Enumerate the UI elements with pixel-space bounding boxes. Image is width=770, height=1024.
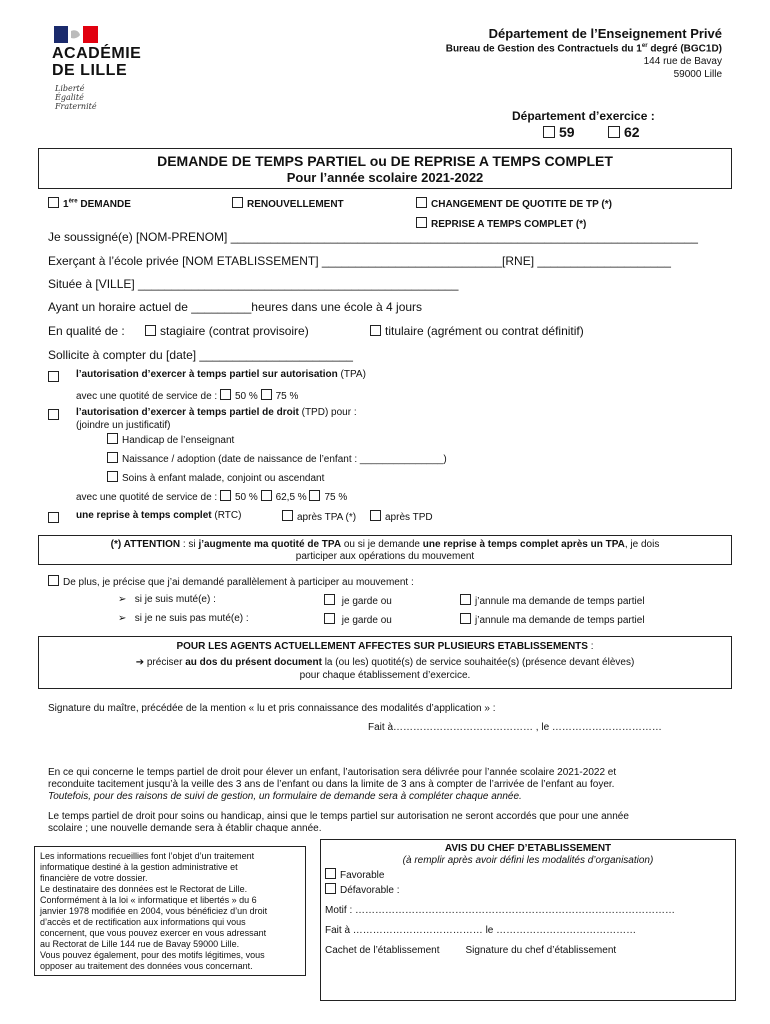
quality-trainee[interactable]: stagiaire (contrat provisoire) bbox=[145, 324, 309, 338]
option-renewal[interactable]: RENOUVELLEMENT bbox=[232, 197, 344, 210]
signature-mention: Signature du maître, précédée de la mention « lu et pris connaissance des modalités d’application » : bbox=[48, 703, 496, 714]
checkbox[interactable] bbox=[107, 452, 118, 463]
opinion-title: AVIS DU CHEF D’ETABLISSEMENT bbox=[444, 843, 612, 854]
option-return-full-time[interactable]: REPRISE A TEMPS COMPLET (*) bbox=[416, 217, 586, 230]
notes-other-tp: Le temps partiel de droit pour soins ou handicap, ainsi que le temps partiel sur autorisation ne seront accordés que pour une année scolaire ; une nouvelle demande sera à établir chaque année. bbox=[48, 811, 629, 834]
logo-name-line2: DE LILLE bbox=[52, 62, 128, 79]
option-first-request[interactable]: 1ère DEMANDE bbox=[48, 197, 131, 210]
arrow-bullet-icon: ➢ bbox=[118, 613, 127, 624]
quality-titular[interactable]: titulaire (agrément ou contrat définitif) bbox=[370, 324, 584, 338]
tpd-label: l’autorisation d’exercer à temps partiel de droit (TPD) pour : bbox=[76, 407, 357, 418]
form-subtitle: Pour l’année scolaire 2021-2022 bbox=[286, 170, 484, 185]
checkbox[interactable] bbox=[608, 126, 620, 138]
checkbox[interactable] bbox=[325, 883, 336, 894]
checkbox[interactable] bbox=[324, 594, 335, 605]
dept-exercise-label: Département d’exercice : bbox=[512, 109, 655, 123]
privacy-notice: Les informations recueillies font l’objet d’un traitement informatique destiné à la gestion administrative et financière de votre dossier. Le destinataire des données est le Rectorat de Lille. Conformément à la loi « informatique et libertés » du 6 janvier 1978 modifiée en 2004, vous bénéficiez d’un droit d’accès et de rectification aux informations qui vous concernent, que vous pouvez exercer en vous adressant au Rectorat de Lille 144 rue de Bavay 59000 Lille. Vous pouvez également, pour des motifs légitimes, vous opposer au traitement des données vous concernant. bbox=[34, 846, 306, 976]
address-street: 144 rue de Bavay bbox=[643, 56, 722, 67]
school-field[interactable]: Exerçant à l’école privée [NOM ETABLISSEMENT] ___________________________[RNE] ____________________ bbox=[48, 254, 671, 268]
rtc-checkbox[interactable] bbox=[48, 512, 59, 523]
checkbox[interactable] bbox=[261, 490, 272, 501]
checkbox[interactable] bbox=[220, 389, 231, 400]
rtc-after-tpd[interactable]: après TPD bbox=[370, 510, 433, 523]
stamp-label: Cachet de l’établissement bbox=[325, 945, 440, 956]
if-not-moved-label: ➢ si je ne suis pas muté(e) : bbox=[118, 613, 249, 624]
form-title-box bbox=[38, 148, 732, 189]
opinion-done-at[interactable]: Fait à ………………………………… le …………………………………… bbox=[325, 925, 637, 936]
checkbox[interactable] bbox=[460, 594, 471, 605]
checkbox[interactable] bbox=[220, 490, 231, 501]
hours-field[interactable]: Ayant un horaire actuel de _________heures dans une école à 4 jours bbox=[48, 300, 423, 314]
rtc-after-tpa[interactable]: après TPA (*) bbox=[282, 510, 356, 523]
opinion-subtitle: (à remplir après avoir défini les modalités d’organisation) bbox=[402, 855, 654, 866]
checkbox[interactable] bbox=[261, 389, 272, 400]
checkbox[interactable] bbox=[107, 433, 118, 444]
tpd-option-care[interactable]: Soins à enfant malade, conjoint ou ascendant bbox=[107, 471, 324, 484]
tpd-checkbox[interactable] bbox=[48, 409, 59, 420]
principal-signature-label: Signature du chef d’établissement bbox=[465, 945, 617, 956]
arrow-bullet-icon: ➢ bbox=[118, 594, 127, 605]
rtc-label: une reprise à temps complet (RTC) bbox=[76, 510, 242, 521]
movement-intro[interactable]: De plus, je précise que j’ai demandé parallèlement à participer au mouvement : bbox=[48, 575, 414, 588]
dept-option-59[interactable]: 59 bbox=[543, 124, 575, 140]
start-date-field[interactable]: Sollicite à compter du [date] _______________________ bbox=[48, 348, 353, 362]
form-title: DEMANDE DE TEMPS PARTIEL ou DE REPRISE A TEMPS COMPLET bbox=[157, 153, 613, 169]
marianne-flag-icon bbox=[54, 26, 98, 43]
tpd-note: (joindre un justificatif) bbox=[76, 420, 171, 431]
principal-opinion-box bbox=[320, 839, 736, 1001]
if-moved-label: ➢ si je suis muté(e) : bbox=[118, 594, 216, 605]
logo-motto: Liberté Égalité Fraternité bbox=[55, 84, 97, 111]
bureau-line: Bureau de Gestion des Contractuels du 1er degré (BGC1D) bbox=[445, 43, 722, 55]
checkbox[interactable] bbox=[416, 217, 427, 228]
checkbox[interactable] bbox=[309, 490, 320, 501]
checkbox[interactable] bbox=[543, 126, 555, 138]
if-moved-keep[interactable]: je garde ou bbox=[324, 594, 392, 607]
if-not-moved-cancel[interactable]: j’annule ma demande de temps partiel bbox=[460, 613, 645, 626]
city-field[interactable]: Située à [VILLE] ________________________________________________ bbox=[48, 277, 459, 291]
checkbox[interactable] bbox=[107, 471, 118, 482]
address-city: 59000 Lille bbox=[673, 69, 722, 80]
quality-label: En qualité de : bbox=[48, 324, 125, 338]
tpa-quota: avec une quotité de service de : 50 % 75 % bbox=[76, 391, 299, 402]
option-quota-change[interactable]: CHANGEMENT DE QUOTITE DE TP (*) bbox=[416, 197, 612, 210]
checkbox[interactable] bbox=[232, 197, 243, 208]
signature-done-at[interactable]: Fait à…………………………………… , le …………………………… bbox=[368, 722, 662, 733]
checkbox[interactable] bbox=[48, 575, 59, 586]
logo-name-line1: ACADÉMIE bbox=[52, 45, 142, 62]
notes-child-tpd: En ce qui concerne le temps partiel de droit pour élever un enfant, l’autorisation sera délivrée pour l’année scolaire 2021-2022 et reconduite tacitement jusqu’à la veille des 3 ans de l’enfant ou dans la limite de 3 ans à compter de l’arrivée de l’enfant au foyer. Toutefois, pour des raisons de suivi de gestion, un formulaire de demande sera à compléter chaque année. bbox=[48, 767, 617, 802]
tpa-label: l’autorisation d’exercer à temps partiel sur autorisation (TPA) bbox=[76, 369, 366, 380]
checkbox[interactable] bbox=[370, 510, 381, 521]
tpd-option-handicap[interactable]: Handicap de l’enseignant bbox=[107, 433, 234, 446]
opinion-unfavorable[interactable]: Défavorable : bbox=[325, 883, 735, 896]
checkbox[interactable] bbox=[145, 325, 156, 336]
tpd-option-birth[interactable]: Naissance / adoption (date de naissance de l’enfant : _______________) bbox=[107, 452, 447, 465]
checkbox[interactable] bbox=[324, 613, 335, 624]
if-not-moved-keep[interactable]: je garde ou bbox=[324, 613, 392, 626]
opinion-favorable[interactable]: Favorable bbox=[325, 868, 735, 881]
if-moved-cancel[interactable]: j’annule ma demande de temps partiel bbox=[460, 594, 645, 607]
checkbox[interactable] bbox=[460, 613, 471, 624]
right-arrow-icon: ➔ bbox=[135, 657, 147, 668]
department-title: Département de l’Enseignement Privé bbox=[488, 26, 722, 41]
checkbox[interactable] bbox=[282, 510, 293, 521]
tpa-checkbox[interactable] bbox=[48, 371, 59, 382]
dept-option-62[interactable]: 62 bbox=[608, 124, 640, 140]
checkbox[interactable] bbox=[325, 868, 336, 879]
multi-school-box: POUR LES AGENTS ACTUELLEMENT AFFECTES SUR PLUSIEURS ETABLISSEMENTS : ➔ préciser au dos du présent document la (ou les) quotité(s) de service souhaitée(s) (présence devant élèves) pour chaque établissement d’exercice. bbox=[38, 636, 732, 689]
attention-box: (*) ATTENTION : si j’augmente ma quotité de TPA ou si je demande une reprise à temps complet après un TPA, je dois participer aux opérations du mouvement bbox=[38, 535, 732, 565]
opinion-signature-row bbox=[325, 945, 735, 956]
name-field[interactable]: Je soussigné(e) [NOM-PRENOM] ______________________________________________________________________ bbox=[48, 230, 698, 244]
tpd-quota: avec une quotité de service de : 50 % 62,5 % 75 % bbox=[76, 492, 348, 503]
checkbox[interactable] bbox=[370, 325, 381, 336]
checkbox[interactable] bbox=[48, 197, 59, 208]
checkbox[interactable] bbox=[416, 197, 427, 208]
opinion-reason-field[interactable]: Motif : …………………………………………………………………………………… bbox=[325, 905, 676, 916]
